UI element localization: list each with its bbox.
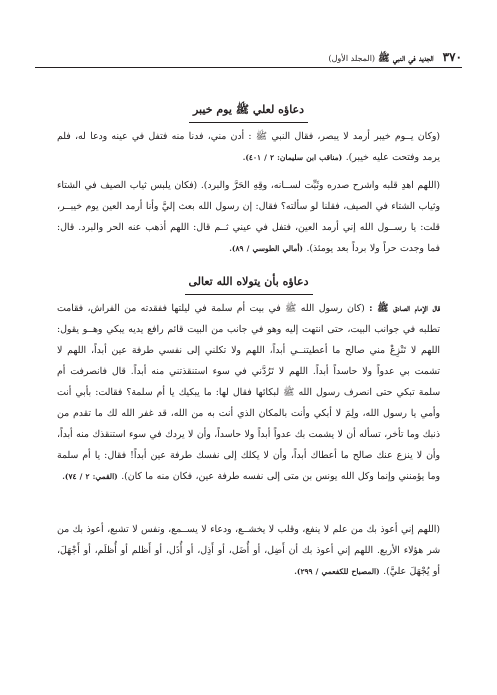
source-citation: (أمالي الطوسي / ٨٩). bbox=[229, 244, 303, 253]
paragraph bbox=[57, 298, 440, 487]
paragraph-text: (اللهم إني أعوذ بك من علم لا ينفع، وقلب لا يخشــع، ودعاء لا يســمع، ونفس لا تشبع، أعوذ بك من شر هؤلاء الأربع. اللهم إني أعوذ بك أن أَضِل، أو أُضَل، أو أَذِل، أو أُذَل، أو أَظلم أو أُظلَم، أو أَجْهَلَ، أو يُجْهَلَ عليَّ). bbox=[57, 524, 440, 577]
paragraph-lead: قال الإمام الصادق ﷺ : bbox=[369, 303, 441, 314]
paragraph bbox=[57, 126, 440, 168]
paragraph-text: (كان رسول الله ﷺ في بيت أم سلمة في ليلتها ففقدته من الفراش، فقامت تطلبه في جوانب البيت، حتى انتهت إليه وهو في جانب من البيت قائم رافع يديه يبكي وهــو يقول: اللهم لا تَنْزِعْ مني صالح ما أعطيتنــي أبداً، اللهم ولا تكلني إلى نفسي طرفة عين أبداً، اللهم لا تشمت بي عدواً ولا حاسداً أبداً. اللهم لا تَرُدَّني في سوء استنقذتني منه أبداً. قال فانصرفت أم سلمة تبكي حتى انصرف رسول الله ﷺ لبكائها فقال لها: ما يبكيك يا أم سلمة؟ فقالت: بأبي أنت وأمي يا رسول الله، ولِمَ لا أبكي وأنت بالمكان الذي أنت به من الله، قد غفر الله لك ما تقدم من ذنبك وما تأخر، تسأله أن لا يشمت بك عدواً أبداً ولا حاسداً، وأن لا يردك في سوء استنقذك منه أبداً، وأن لا ينزع عنك صالح ما أعطاك أبداً، وأن لا يكلك إلى نفسك طرفة عين أبداً! فقال: يا أم سلمة وما يؤمنني وإنما وكل الله يونس بن متى إلى نفسه طرفة عين، فكان منه ما كان). bbox=[57, 303, 440, 482]
paragraph-text: (اللهم اهدِ قلبه واشرح صدره وثَبِّت لســانه، وقِهِ الحَرَّ والبرد). (فكان يلبس ثياب الصيف في الشتاء وثياب الشتاء في الصيف، فقلنا لو سألته؟ فقال: إن رسول الله بعث إليَّ وأنا أرمد العين يوم خيبــر، قلت: يا رســول الله إني أرمد العين، فتفل في عيني ثــم قال: اللهم أذهب عنه الحر والبرد. قال: فما وجدت حراً ولا برداً بعد يومئذ). bbox=[57, 180, 440, 254]
volume-label: (المجلد الأول) bbox=[328, 54, 376, 63]
running-head bbox=[35, 48, 462, 66]
paragraph bbox=[57, 519, 440, 582]
section-heading-tawalli bbox=[57, 272, 440, 295]
section-heading-text: دعاؤه بأن يتولاه الله تعالى bbox=[185, 272, 313, 295]
paragraph-text: (وكان يــوم خيبر أرمد لا يبصر، فقال النبي ﷺ : أدن مني، فدنا منه فتفل في عينه ودعا له، فلم يرمد وفتحت عليه خيبر). bbox=[57, 131, 440, 163]
source-citation: (مناقب ابن سليمان: ٢ / ٤٠١). bbox=[242, 153, 343, 162]
header-rule bbox=[35, 67, 462, 68]
source-citation: (المصباح للكفعمي / ٢٩٩). bbox=[294, 567, 380, 576]
book-title: الجديد في النبي ﷺ bbox=[378, 53, 434, 64]
page-number: ٣٧٠ bbox=[442, 50, 462, 64]
section-heading-text: دعاؤه لعلي ﷺ يوم خيبر bbox=[189, 100, 308, 123]
section-heading-khaybar bbox=[57, 100, 440, 123]
source-citation: (القمي: ٢ / ٧٤). bbox=[62, 472, 118, 481]
paragraph bbox=[57, 175, 440, 259]
